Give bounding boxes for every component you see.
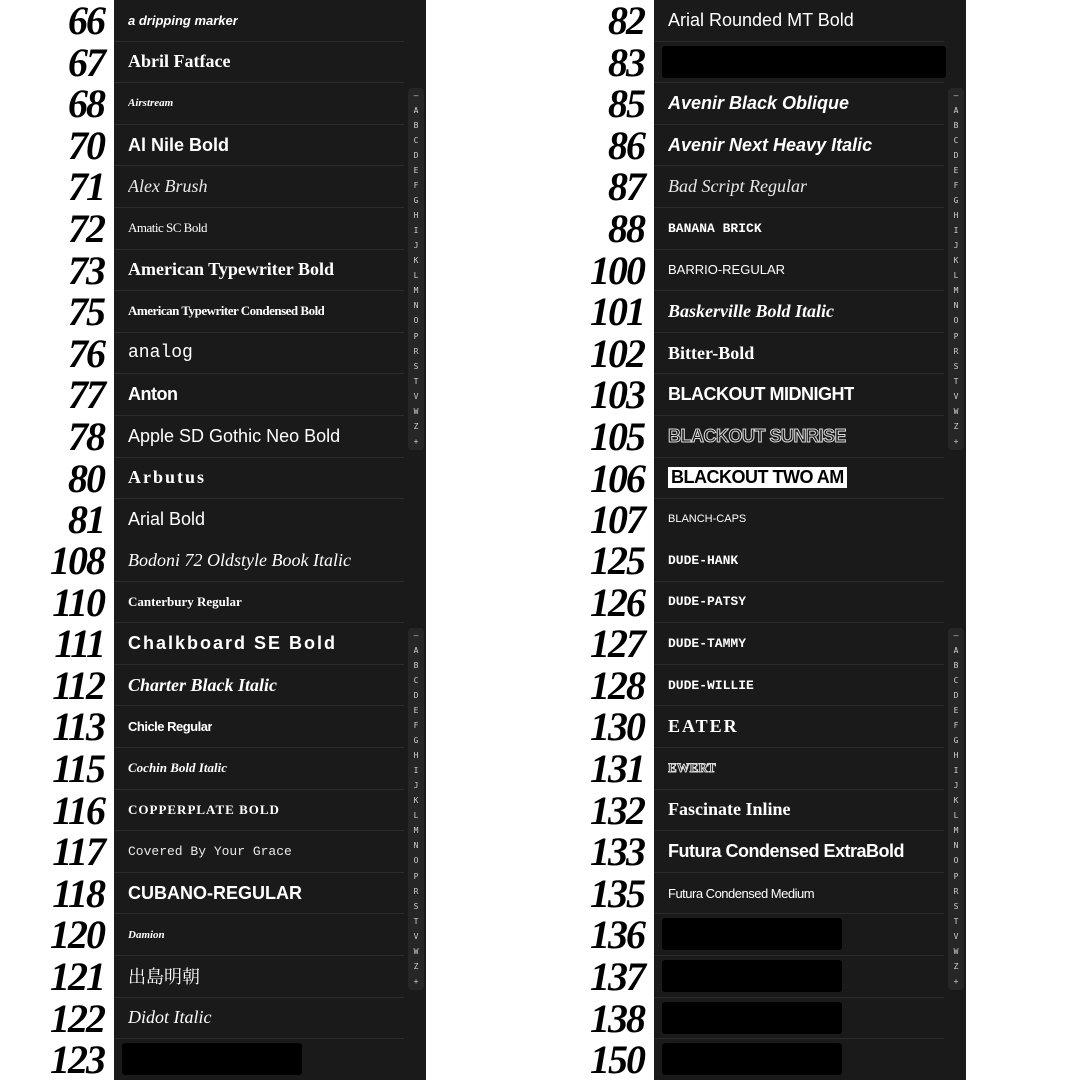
font-list-item[interactable] xyxy=(654,956,944,998)
index-letter[interactable]: V xyxy=(953,931,959,941)
index-letter[interactable]: J xyxy=(413,241,419,251)
font-list-item[interactable] xyxy=(654,540,944,582)
index-letter[interactable]: O xyxy=(953,316,959,326)
font-number: 88 xyxy=(608,206,644,251)
font-name-label: DUDE-TAMMY xyxy=(668,635,747,651)
font-list-item[interactable] xyxy=(114,623,404,665)
font-number: 138 xyxy=(590,995,644,1041)
font-name-label: Bitter-Bold xyxy=(668,342,755,363)
font-name-label: Didot Italic xyxy=(128,1007,212,1028)
index-letter[interactable]: R xyxy=(953,346,959,356)
font-list-item[interactable] xyxy=(114,83,404,125)
font-list-item[interactable] xyxy=(654,83,944,125)
font-list-item[interactable] xyxy=(654,790,944,832)
index-letter[interactable]: I xyxy=(413,766,419,776)
font-name-label: Canterbury Regular xyxy=(128,593,242,609)
font-list-item[interactable] xyxy=(654,914,944,956)
alphabet-index-scrubber[interactable] xyxy=(948,88,964,450)
index-letter[interactable]: B xyxy=(413,661,419,671)
font-list-item[interactable] xyxy=(654,873,944,915)
font-number: 137 xyxy=(590,954,644,999)
font-number: 80 xyxy=(68,455,104,501)
font-list-item[interactable] xyxy=(654,706,944,748)
index-letter[interactable]: + xyxy=(953,436,959,446)
index-letter[interactable]: F xyxy=(413,721,419,731)
font-list-item[interactable] xyxy=(114,665,404,707)
font-number: 122 xyxy=(50,995,104,1041)
index-letter[interactable]: E xyxy=(413,166,419,176)
font-name-label: DUDE-PATSY xyxy=(668,594,747,610)
font-name-label: Cochin Bold Italic xyxy=(128,760,227,776)
font-name-label: DUDE-HANK xyxy=(668,552,739,568)
index-letter[interactable]: T xyxy=(413,916,419,926)
font-number: 106 xyxy=(590,455,644,501)
index-letter[interactable]: W xyxy=(953,946,959,956)
font-number: 111 xyxy=(54,621,104,667)
index-letter[interactable]: M xyxy=(953,286,959,296)
font-name-label: Alex Brush xyxy=(128,176,208,197)
index-letter[interactable]: R xyxy=(413,886,419,896)
index-letter[interactable]: H xyxy=(413,751,419,761)
index-letter[interactable]: G xyxy=(953,736,959,746)
font-name-label: a dripping marker xyxy=(128,12,238,28)
font-list-item[interactable] xyxy=(114,956,404,998)
font-number: 82 xyxy=(608,0,644,43)
index-letter[interactable]: L xyxy=(413,271,419,281)
font-list-item[interactable] xyxy=(114,499,404,540)
font-name-label: COPPERPLATE BOLD xyxy=(128,801,280,817)
index-letter[interactable]: N xyxy=(953,841,959,851)
index-letter[interactable]: K xyxy=(413,796,419,806)
alphabet-index-scrubber[interactable] xyxy=(408,628,424,990)
font-name-label: Futura Condensed ExtraBold xyxy=(668,840,905,861)
alphabet-index-scrubber[interactable] xyxy=(408,88,424,450)
font-number: 70 xyxy=(68,122,104,168)
alphabet-index-scrubber[interactable] xyxy=(948,628,964,990)
font-name-label: BLACKOUT TWO AM xyxy=(668,467,847,488)
font-list-item[interactable] xyxy=(114,748,404,790)
font-number: 107 xyxy=(590,497,644,543)
index-letter[interactable]: — xyxy=(413,631,419,640)
index-letter[interactable]: A xyxy=(953,646,959,656)
font-number: 86 xyxy=(608,122,644,168)
font-list-item[interactable] xyxy=(114,914,404,956)
font-list-item[interactable] xyxy=(654,499,944,540)
font-name-label: Chalkboard SE Bold xyxy=(128,632,338,653)
font-number: 67 xyxy=(68,39,104,85)
index-letter[interactable]: D xyxy=(953,691,959,701)
index-letter[interactable]: T xyxy=(953,376,959,386)
index-letter[interactable]: I xyxy=(413,226,419,236)
font-list-item[interactable] xyxy=(114,540,404,582)
font-name-label: BLANCH-CAPS xyxy=(668,513,747,526)
font-number: 126 xyxy=(590,579,644,625)
index-letter[interactable]: N xyxy=(413,841,419,851)
index-letter[interactable]: K xyxy=(953,796,959,806)
index-letter[interactable]: V xyxy=(953,391,959,401)
font-list-item[interactable] xyxy=(654,623,944,665)
font-number: 130 xyxy=(590,704,644,750)
index-letter[interactable]: I xyxy=(953,766,959,776)
font-number: 66 xyxy=(68,0,104,43)
font-number: 112 xyxy=(52,662,104,708)
font-name-label: BLACKOUT MIDNIGHT xyxy=(668,384,855,405)
font-list-item[interactable] xyxy=(654,125,944,167)
font-number: 71 xyxy=(68,164,104,210)
font-list-item[interactable] xyxy=(654,998,944,1040)
font-number: 77 xyxy=(68,372,104,418)
index-letter[interactable]: E xyxy=(953,706,959,716)
font-number: 123 xyxy=(50,1037,104,1082)
index-letter[interactable]: V xyxy=(413,391,419,401)
redacted-block xyxy=(662,1043,842,1075)
index-letter[interactable]: F xyxy=(953,721,959,731)
index-letter[interactable]: W xyxy=(413,946,419,956)
font-number: 75 xyxy=(68,289,104,335)
font-name-label: 出島明朝 xyxy=(128,967,200,988)
index-letter[interactable]: J xyxy=(953,781,959,791)
index-letter[interactable]: Z xyxy=(413,961,419,971)
index-letter[interactable]: E xyxy=(953,166,959,176)
index-letter[interactable]: F xyxy=(413,181,419,191)
index-letter[interactable]: Z xyxy=(953,961,959,971)
index-letter[interactable]: V xyxy=(413,931,419,941)
index-letter[interactable]: N xyxy=(413,301,419,311)
index-letter[interactable]: C xyxy=(413,136,419,146)
index-letter[interactable]: P xyxy=(953,871,959,881)
font-list-item[interactable] xyxy=(114,291,404,333)
font-number: 118 xyxy=(52,870,104,916)
index-letter[interactable]: + xyxy=(413,436,419,446)
font-number: 131 xyxy=(590,746,644,791)
index-letter[interactable]: O xyxy=(413,856,419,866)
font-list-item[interactable] xyxy=(654,166,944,208)
index-letter[interactable]: K xyxy=(413,256,419,266)
index-letter[interactable]: S xyxy=(953,361,959,371)
font-name-label: EWERT xyxy=(668,760,716,776)
font-name-label: Apple SD Gothic Neo Bold xyxy=(128,425,341,446)
font-list-item[interactable] xyxy=(114,998,404,1040)
index-letter[interactable]: R xyxy=(413,346,419,356)
index-letter[interactable]: C xyxy=(413,676,419,686)
font-name-label: Baskerville Bold Italic xyxy=(668,300,834,321)
index-letter[interactable]: F xyxy=(953,181,959,191)
font-list-item[interactable] xyxy=(654,416,944,458)
font-list-item[interactable] xyxy=(654,748,944,790)
font-list-item[interactable] xyxy=(654,1039,944,1080)
font-list-item[interactable] xyxy=(114,582,404,624)
index-letter[interactable]: S xyxy=(953,901,959,911)
font-name-label: Arbutus xyxy=(128,467,207,488)
font-list-item[interactable] xyxy=(654,333,944,375)
index-letter[interactable]: H xyxy=(953,751,959,761)
font-number: 127 xyxy=(590,621,644,667)
font-name-label: American Typewriter Condensed Bold xyxy=(128,303,325,319)
font-list-item[interactable] xyxy=(654,831,944,873)
font-list-item[interactable] xyxy=(114,1039,404,1080)
font-list-item[interactable] xyxy=(114,458,404,500)
font-picker-panel xyxy=(114,0,426,540)
font-number: 110 xyxy=(52,579,104,625)
font-list-bottom-right xyxy=(540,540,1080,1080)
index-letter[interactable]: O xyxy=(953,856,959,866)
font-list-item[interactable] xyxy=(654,250,944,292)
font-list-item[interactable] xyxy=(114,42,404,84)
font-list-item[interactable] xyxy=(654,374,944,416)
index-letter[interactable]: Z xyxy=(953,421,959,431)
font-number: 121 xyxy=(50,954,104,999)
index-letter[interactable]: B xyxy=(953,661,959,671)
font-list-item[interactable] xyxy=(114,125,404,167)
font-number: 73 xyxy=(68,247,104,293)
index-letter[interactable]: P xyxy=(413,871,419,881)
font-name-label: Anton xyxy=(128,384,178,405)
number-column xyxy=(0,0,114,543)
font-picker-panel xyxy=(654,540,966,1080)
index-letter[interactable]: C xyxy=(953,136,959,146)
font-list-item[interactable] xyxy=(654,665,944,707)
index-letter[interactable]: M xyxy=(413,826,419,836)
font-list-item[interactable] xyxy=(114,416,404,458)
index-letter[interactable]: G xyxy=(413,196,419,206)
font-name-label: Amatic SC Bold xyxy=(128,220,207,236)
font-name-label: Damion xyxy=(128,928,165,941)
font-number: 132 xyxy=(590,787,644,833)
redacted-block xyxy=(662,46,946,78)
font-picker-panel xyxy=(114,540,426,1080)
index-letter[interactable]: P xyxy=(953,331,959,341)
index-letter[interactable]: P xyxy=(413,331,419,341)
number-column xyxy=(540,540,654,1080)
index-letter[interactable]: T xyxy=(953,916,959,926)
font-name-label: Avenir Next Heavy Italic xyxy=(668,134,873,155)
font-number: 87 xyxy=(608,164,644,210)
redacted-block xyxy=(662,918,842,950)
font-name-label: Charter Black Italic xyxy=(128,674,278,695)
index-letter[interactable]: I xyxy=(953,226,959,236)
font-list-item[interactable] xyxy=(114,873,404,915)
font-list-item[interactable] xyxy=(654,42,944,84)
font-list-item[interactable] xyxy=(114,250,404,292)
index-letter[interactable]: + xyxy=(953,976,959,986)
font-name-label: BARRIO-REGULAR xyxy=(668,262,786,278)
index-letter[interactable]: J xyxy=(413,781,419,791)
index-letter[interactable]: M xyxy=(413,286,419,296)
index-letter[interactable]: D xyxy=(953,151,959,161)
font-number: 85 xyxy=(608,81,644,127)
font-list-top-right xyxy=(540,0,1080,543)
font-number: 72 xyxy=(68,206,104,251)
font-name-label: Bodoni 72 Oldstyle Book Italic xyxy=(128,549,351,570)
font-number: 136 xyxy=(590,912,644,958)
redacted-block xyxy=(662,960,842,992)
font-number: 103 xyxy=(590,372,644,418)
font-list-item[interactable] xyxy=(114,208,404,250)
font-number: 101 xyxy=(590,289,644,335)
font-list-item[interactable] xyxy=(114,166,404,208)
font-number: 116 xyxy=(52,787,104,833)
index-letter[interactable]: — xyxy=(413,91,419,100)
index-letter[interactable]: — xyxy=(953,91,959,100)
index-letter[interactable]: N xyxy=(953,301,959,311)
font-number: 78 xyxy=(68,414,104,459)
index-letter[interactable]: J xyxy=(953,241,959,251)
font-name-label: CUBANO-REGULAR xyxy=(128,882,302,903)
index-letter[interactable]: D xyxy=(413,151,419,161)
font-number: 117 xyxy=(52,829,104,875)
redacted-block xyxy=(122,1043,302,1075)
font-name-label: analog xyxy=(128,343,193,364)
font-number: 102 xyxy=(590,330,644,376)
index-letter[interactable]: C xyxy=(953,676,959,686)
index-letter[interactable]: B xyxy=(953,121,959,131)
font-name-label: Fascinate Inline xyxy=(668,799,791,820)
font-number: 105 xyxy=(590,414,644,459)
index-letter[interactable]: + xyxy=(413,976,419,986)
font-number: 76 xyxy=(68,330,104,376)
font-list-top-left xyxy=(0,0,540,543)
number-column xyxy=(0,540,114,1080)
font-number: 128 xyxy=(590,662,644,708)
font-name-label: Arial Rounded MT Bold xyxy=(668,9,854,30)
font-list-item[interactable] xyxy=(114,374,404,416)
font-number: 100 xyxy=(590,247,644,293)
font-name-label: Arial Bold xyxy=(128,508,206,529)
index-letter[interactable]: L xyxy=(953,271,959,281)
font-name-label: Abril Fatface xyxy=(128,51,231,72)
font-list-item[interactable] xyxy=(114,706,404,748)
font-list-item[interactable] xyxy=(654,0,944,42)
font-number: 115 xyxy=(52,746,104,791)
index-letter[interactable]: G xyxy=(953,196,959,206)
font-number: 108 xyxy=(50,538,104,583)
font-list-item[interactable] xyxy=(654,291,944,333)
font-picker-panel xyxy=(654,0,966,540)
index-letter[interactable]: H xyxy=(413,211,419,221)
font-name-label: Airstream xyxy=(128,97,174,110)
font-list-item[interactable] xyxy=(114,831,404,873)
font-list-item[interactable] xyxy=(654,458,944,500)
index-letter[interactable]: — xyxy=(953,631,959,640)
font-number: 150 xyxy=(590,1037,644,1082)
font-list-bottom-left xyxy=(0,540,540,1080)
font-name-label: DUDE-WILLIE xyxy=(668,677,754,693)
index-letter[interactable]: W xyxy=(413,406,419,416)
font-number: 113 xyxy=(52,704,104,750)
font-name-label: Al Nile Bold xyxy=(128,134,230,155)
index-letter[interactable]: W xyxy=(953,406,959,416)
index-letter[interactable]: L xyxy=(413,811,419,821)
font-name-label: BLACKOUT SUNRISE xyxy=(668,425,847,446)
index-letter[interactable]: L xyxy=(953,811,959,821)
index-letter[interactable]: H xyxy=(953,211,959,221)
font-name-label: Covered By Your Grace xyxy=(128,843,292,859)
index-letter[interactable]: A xyxy=(413,646,419,656)
index-letter[interactable]: R xyxy=(953,886,959,896)
font-name-label: Futura Condensed Medium xyxy=(668,885,815,901)
font-number: 125 xyxy=(590,538,644,583)
index-letter[interactable]: D xyxy=(413,691,419,701)
index-letter[interactable]: S xyxy=(413,901,419,911)
index-letter[interactable]: M xyxy=(953,826,959,836)
font-name-label: BANANA BRICK xyxy=(668,220,762,236)
font-list-item[interactable] xyxy=(654,208,944,250)
index-letter[interactable]: G xyxy=(413,736,419,746)
font-name-label: EATER xyxy=(668,716,739,737)
index-letter[interactable]: K xyxy=(953,256,959,266)
index-letter[interactable]: E xyxy=(413,706,419,716)
font-number: 83 xyxy=(608,39,644,85)
font-number: 135 xyxy=(590,870,644,916)
index-letter[interactable]: S xyxy=(413,361,419,371)
font-list-item[interactable] xyxy=(114,790,404,832)
index-letter[interactable]: T xyxy=(413,376,419,386)
number-column xyxy=(540,0,654,543)
font-name-label: Chicle Regular xyxy=(128,719,213,735)
font-name-label: Bad Script Regular xyxy=(668,176,807,197)
font-list-item[interactable] xyxy=(114,333,404,375)
font-number: 133 xyxy=(590,829,644,875)
font-number: 120 xyxy=(50,912,104,958)
index-letter[interactable]: A xyxy=(953,106,959,116)
font-number: 81 xyxy=(68,497,104,543)
index-letter[interactable]: B xyxy=(413,121,419,131)
font-name-label: American Typewriter Bold xyxy=(128,259,334,280)
font-number: 68 xyxy=(68,81,104,127)
font-name-label: Avenir Black Oblique xyxy=(668,92,850,113)
index-letter[interactable]: A xyxy=(413,106,419,116)
index-letter[interactable]: O xyxy=(413,316,419,326)
font-list-item[interactable] xyxy=(114,0,404,42)
index-letter[interactable]: Z xyxy=(413,421,419,431)
font-list-item[interactable] xyxy=(654,582,944,624)
redacted-block xyxy=(662,1002,842,1034)
